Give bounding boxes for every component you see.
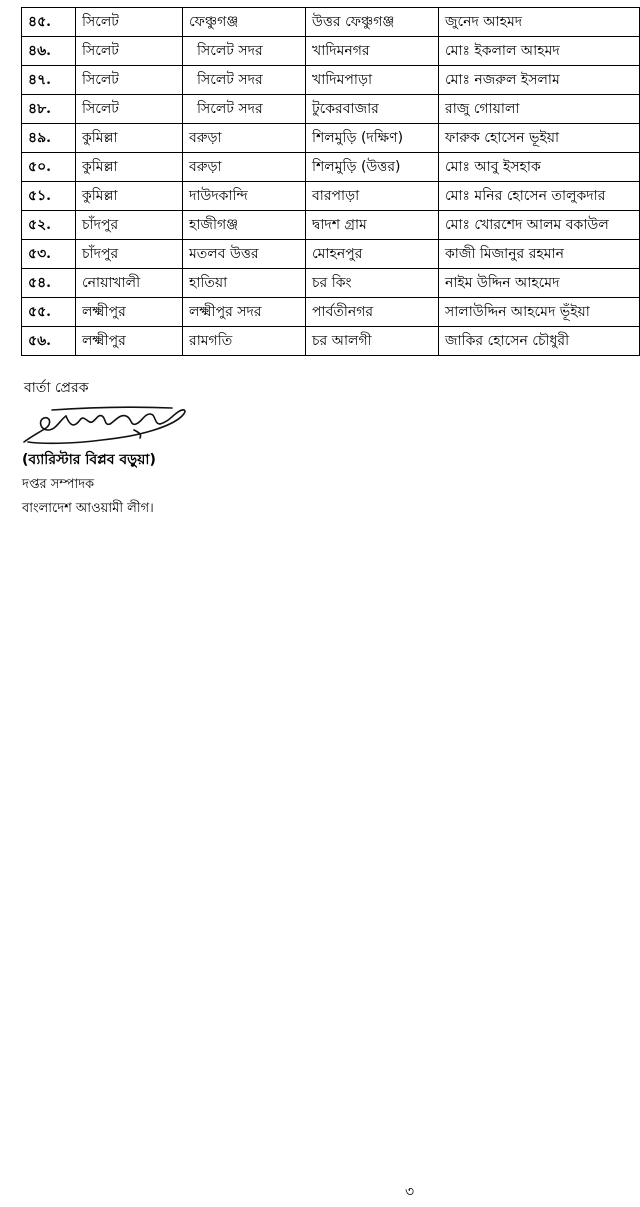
table-row [22, 153, 640, 182]
upazila-cell: সিলেট সদর [183, 66, 306, 95]
serial-cell: ৫০. [22, 153, 76, 182]
district-cell: সিলেট [76, 8, 183, 37]
name-cell: জুনেদ আহমদ [439, 8, 640, 37]
table-row [22, 37, 640, 66]
district-cell: সিলেট [76, 37, 183, 66]
table-row [22, 211, 640, 240]
district-cell: লক্ষ্মীপুর [76, 327, 183, 356]
table-body [22, 8, 640, 356]
name-cell: মোঃ ইকলাল আহমদ [439, 37, 640, 66]
upazila-cell: হাতিয়া [183, 269, 306, 298]
table-row [22, 124, 640, 153]
district-cell: কুমিল্লা [76, 124, 183, 153]
upazila-cell: সিলেট সদর [183, 37, 306, 66]
serial-cell: ৫৬. [22, 327, 76, 356]
upazila-cell: বরুড়া [183, 153, 306, 182]
district-cell: নোয়াখালী [76, 269, 183, 298]
name-cell: ফারুক হোসেন ভূইয়া [439, 124, 640, 153]
table-row [22, 269, 640, 298]
union-cell: চর আলগী [306, 327, 439, 356]
district-cell: সিলেট [76, 66, 183, 95]
union-cell: খাদিমনগর [306, 37, 439, 66]
district-cell: চাঁদপুর [76, 240, 183, 269]
district-cell: চাঁদপুর [76, 211, 183, 240]
serial-cell: ৪৮. [22, 95, 76, 124]
district-cell: লক্ষ্মীপুর [76, 298, 183, 327]
signature-block [22, 376, 322, 520]
signatory-name: (ব্যারিস্টার বিপ্লব বড়ুয়া) [22, 452, 156, 468]
union-cell: পার্বতীনগর [306, 298, 439, 327]
union-cell: শিলমুড়ি (উত্তর) [306, 153, 439, 182]
serial-cell: ৫১. [22, 182, 76, 211]
table-row [22, 66, 640, 95]
name-cell: মোঃ মনির হোসেন তালুকদার [439, 182, 640, 211]
table-row [22, 182, 640, 211]
table-row [22, 298, 640, 327]
upazila-cell: সিলেট সদর [183, 95, 306, 124]
union-cell: খাদিমপাড়া [306, 66, 439, 95]
serial-cell: ৪৫. [22, 8, 76, 37]
serial-cell: ৪৭. [22, 66, 76, 95]
union-cell: দ্বাদশ গ্রাম [306, 211, 439, 240]
name-cell: মোঃ নজরুল ইসলাম [439, 66, 640, 95]
union-cell: টুকেরবাজার [306, 95, 439, 124]
upazila-cell: বরুড়া [183, 124, 306, 153]
union-cell: উত্তর ফেঞ্চুগঞ্জ [306, 8, 439, 37]
upazila-cell: মতলব উত্তর [183, 240, 306, 269]
name-cell: মোঃ খোরশেদ আলম বকাউল [439, 211, 640, 240]
upazila-cell: ফেঞ্চুগঞ্জ [183, 8, 306, 37]
name-cell: সালাউদ্দিন আহমেদ ভূঁইয়া [439, 298, 640, 327]
serial-cell: ৫৫. [22, 298, 76, 327]
serial-cell: ৫৪. [22, 269, 76, 298]
union-cell: মোহনপুর [306, 240, 439, 269]
signatory-designation: দপ্তর সম্পাদক [22, 477, 95, 492]
sender-caption: বার্তা প্রেরক [24, 380, 89, 396]
page-number: ৩ [405, 1184, 415, 1200]
signatory-organization: বাংলাদেশ আওয়ামী লীগ। [22, 501, 154, 516]
district-cell: কুমিল্লা [76, 182, 183, 211]
union-cell: শিলমুড়ি (দক্ষিণ) [306, 124, 439, 153]
upazila-cell: রামগতি [183, 327, 306, 356]
table-row [22, 240, 640, 269]
table-row [22, 327, 640, 356]
serial-cell: ৫২. [22, 211, 76, 240]
serial-cell: ৪৯. [22, 124, 76, 153]
upazila-cell: হাজীগঞ্জ [183, 211, 306, 240]
name-cell: কাজী মিজানুর রহমান [439, 240, 640, 269]
district-cell: সিলেট [76, 95, 183, 124]
name-cell: জাকির হোসেন চৌধুরী [439, 327, 640, 356]
district-cell: কুমিল্লা [76, 153, 183, 182]
union-cell: চর কিং [306, 269, 439, 298]
union-committee-table [21, 7, 640, 356]
upazila-cell: লক্ষ্মীপুর সদর [183, 298, 306, 327]
name-cell: রাজু গোয়ালা [439, 95, 640, 124]
table-row [22, 8, 640, 37]
name-cell: নাইম উদ্দিন আহমেদ [439, 269, 640, 298]
serial-cell: ৪৬. [22, 37, 76, 66]
handwritten-signature [22, 402, 192, 450]
union-cell: বারপাড়া [306, 182, 439, 211]
name-cell: মোঃ আবু ইসহাক [439, 153, 640, 182]
upazila-cell: দাউদকান্দি [183, 182, 306, 211]
table-row [22, 95, 640, 124]
serial-cell: ৫৩. [22, 240, 76, 269]
